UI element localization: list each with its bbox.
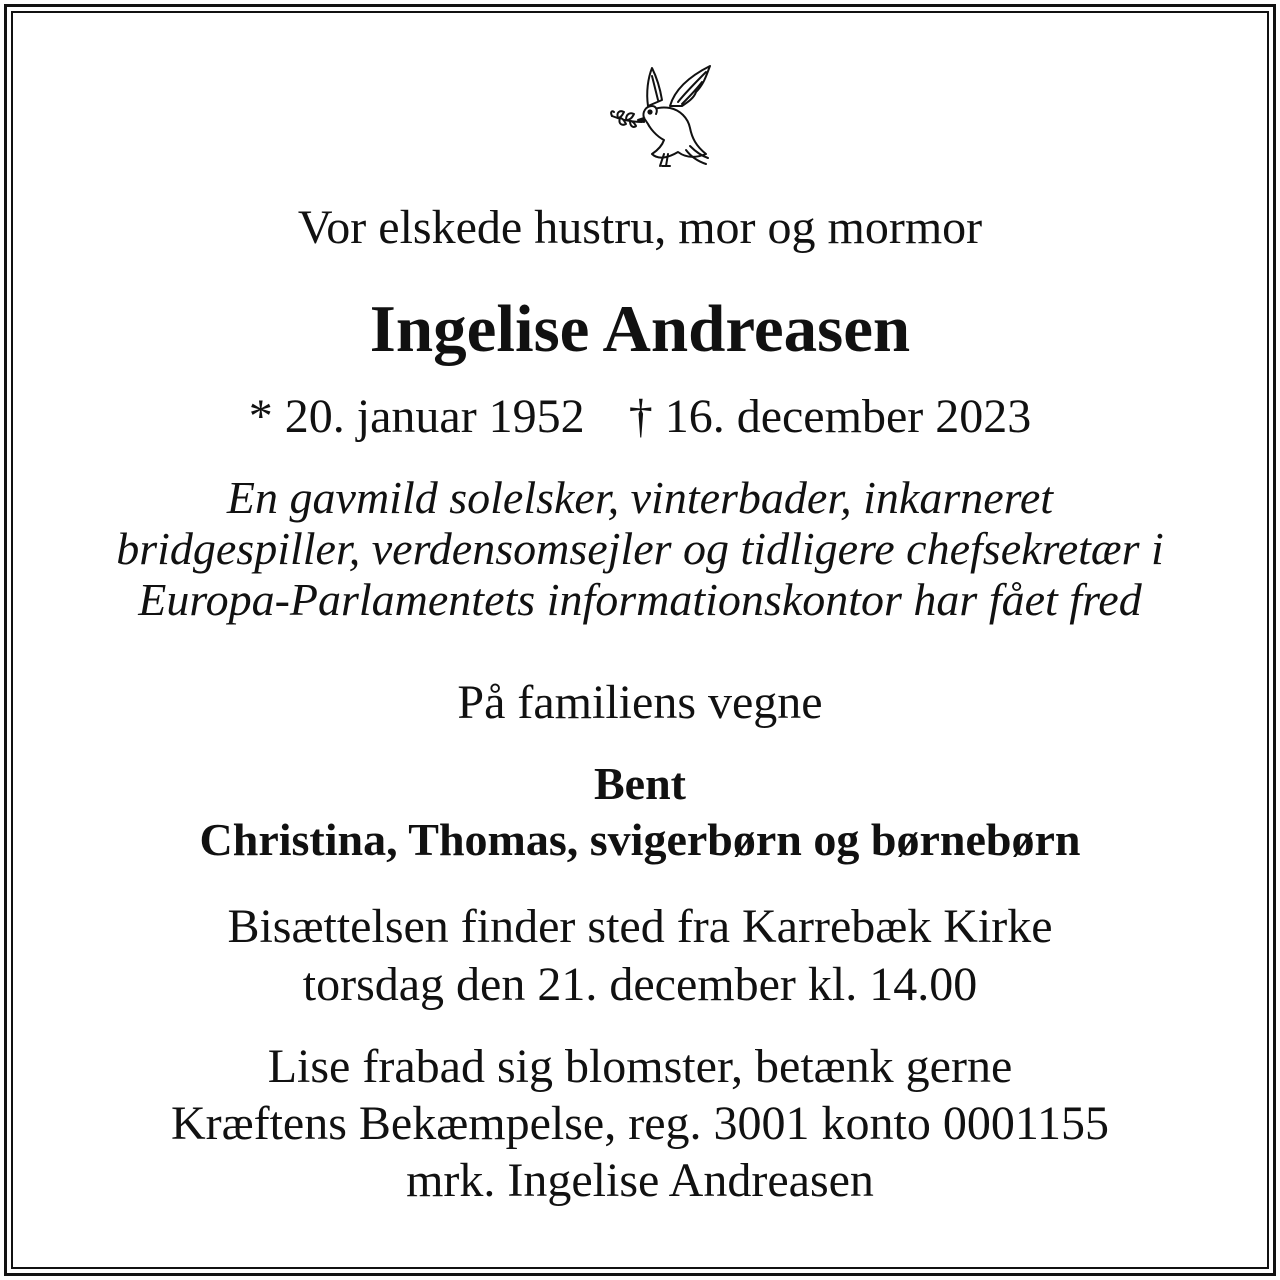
donation-line: mrk. Ingelise Andreasen <box>406 1154 874 1207</box>
tribute-line: Europa-Parlamentets informationskontor har fået fred <box>138 574 1142 625</box>
signer-line: Christina, Thomas, svigerbørn og børnebørn <box>199 814 1081 865</box>
tribute-line: En gavmild solelsker, vinterbader, inkarneret <box>226 472 1054 523</box>
tribute-text <box>20 472 1260 625</box>
obituary-notice <box>20 0 1260 1280</box>
family-intro: På familiens vegne <box>457 676 823 729</box>
died-symbol: † <box>628 390 653 443</box>
born-symbol: * <box>248 390 273 443</box>
funeral-info <box>20 898 1260 1014</box>
dove-with-olive-branch-icon <box>608 62 716 172</box>
life-dates <box>20 387 1260 447</box>
died-date: 16. december 2023 <box>664 390 1032 443</box>
donation-info <box>20 1038 1260 1209</box>
tribute-line: bridgespiller, verdensomsejler og tidligere chefsekretær i <box>116 523 1164 574</box>
signer-line: Bent <box>594 758 686 809</box>
deceased-name: Ingelise Andreasen <box>369 292 911 366</box>
donation-line: Kræftens Bekæmpelse, reg. 3001 konto 0001155 <box>170 1097 1110 1150</box>
funeral-line: Bisættelsen finder sted fra Karrebæk Kirke <box>227 900 1053 953</box>
born-date: 20. januar 1952 <box>284 390 585 443</box>
funeral-line: torsdag den 21. december kl. 14.00 <box>302 958 978 1011</box>
donation-line: Lise frabad sig blomster, betænk gerne <box>267 1040 1013 1093</box>
signers <box>20 756 1260 868</box>
intro-line: Vor elskede hustru, mor og mormor <box>297 201 983 254</box>
